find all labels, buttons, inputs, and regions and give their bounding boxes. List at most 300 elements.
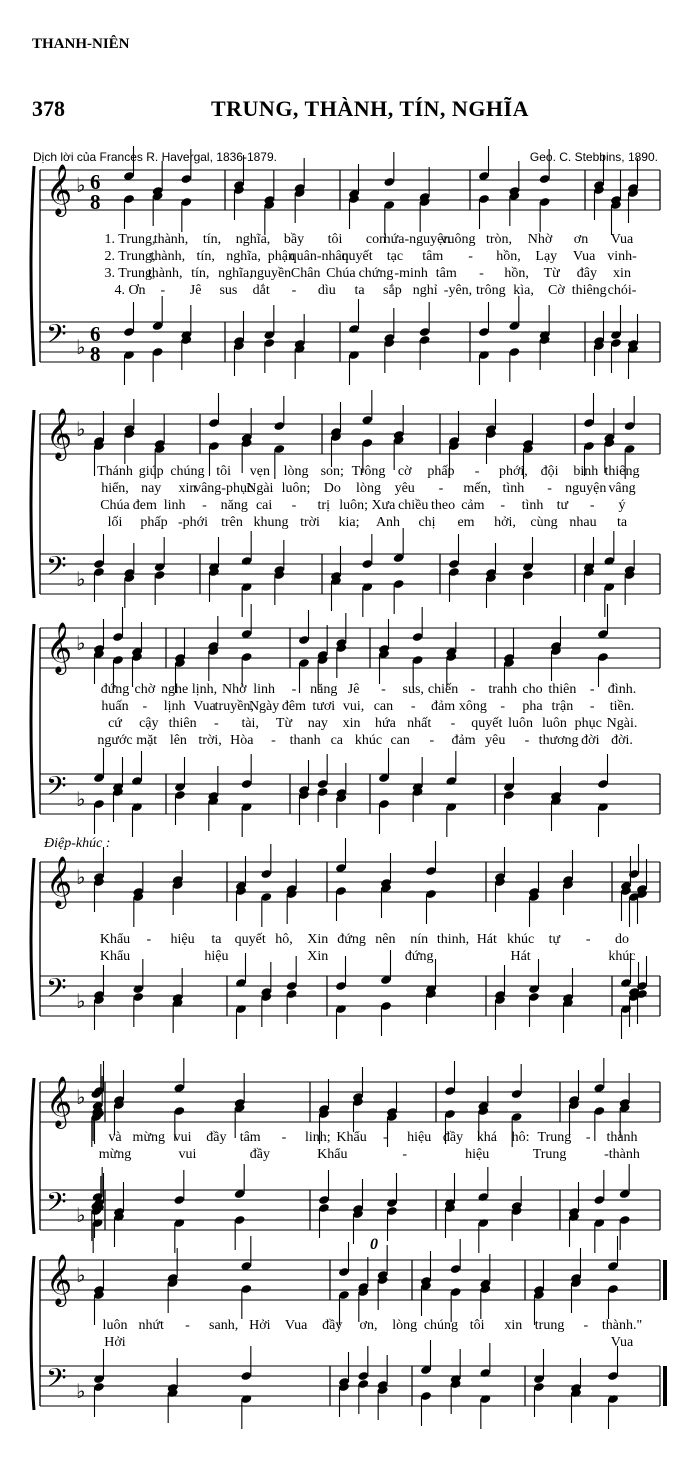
lyric-syllable: sus [219, 283, 238, 298]
lyric-syllable: vui, [342, 699, 365, 714]
tenor-note [450, 1349, 462, 1384]
lyric-syllable: kia; [338, 515, 360, 530]
lyric-syllable: tôi [469, 1318, 485, 1333]
lyric-syllable: -thành [604, 1147, 640, 1162]
lyric-syllable: Thánh [97, 464, 133, 479]
lyric-syllable: nên [375, 932, 396, 947]
lyric-syllable: chứng [358, 266, 394, 281]
final-barline [663, 1366, 667, 1406]
refrain-label: Điệp-khúc : [44, 836, 111, 851]
lyric-syllable: nguyện [565, 481, 607, 496]
lyric-syllable: - [291, 283, 297, 298]
lyric-syllable: truyền, [214, 699, 254, 714]
lyric-syllable: nghỉ [412, 283, 438, 298]
lyric-syllable: luôn [541, 716, 567, 731]
lyric-syllable: Khẩu [99, 932, 131, 947]
lyric-syllable: sanh, [209, 1318, 239, 1333]
soprano-note [420, 1251, 432, 1286]
lyric-syllable: mừng [132, 1130, 166, 1145]
lyric-syllable: giúp [138, 464, 164, 479]
lyric-syllable: hồn, [496, 249, 521, 264]
lyric-syllable: sus, [402, 682, 424, 697]
lyric-syllable: trời, [198, 733, 222, 748]
lyric-syllable: năng [220, 498, 248, 513]
lyric-syllable: Nhờ [527, 232, 553, 247]
lyric-syllable: trung [534, 1318, 565, 1333]
lyric-syllable: vui [178, 1147, 197, 1162]
lyric-syllable: hiệu [407, 1130, 432, 1145]
lyric-syllable: quyết [471, 716, 503, 731]
lyric-syllable: nay [141, 481, 162, 496]
lyric-syllable: trận [551, 699, 574, 714]
treble-clef-icon: 𝄞 [46, 1076, 73, 1127]
lyric-syllable: -yên, [443, 283, 473, 298]
lyric-syllable: Hòa [230, 733, 254, 748]
lyric-syllable: theo [430, 498, 456, 513]
lyric-syllable: tình [502, 481, 525, 496]
lyric-syllable: quyết [234, 932, 266, 947]
alto-note [377, 1275, 389, 1310]
time-signature-top: 6 [90, 322, 101, 346]
bass-clef-icon: 𝄢 [46, 1362, 67, 1400]
lyric-syllable: Xưa [371, 498, 396, 513]
lyric-syllable: em [457, 515, 475, 530]
lyric-syllable: xông [458, 699, 487, 714]
lyric-syllable: kìa, [513, 283, 534, 298]
lyric-syllable: Hởi [249, 1318, 271, 1333]
lyric-syllable: lòng [392, 1318, 418, 1333]
lyric-syllable: tôi [216, 464, 232, 479]
lyric-syllable: hởi, [494, 515, 516, 530]
lyric-syllable: nghĩa, [226, 249, 261, 264]
lyric-syllable: Hát [510, 949, 531, 964]
lyric-syllable: nguyền [249, 266, 292, 281]
lyric-syllable: Nhờ [222, 682, 247, 697]
lyric-syllable: ngước [97, 733, 133, 748]
lyric-syllable: và [108, 1130, 122, 1145]
lyric-syllable: thành [606, 1130, 638, 1145]
soprano-note [377, 1245, 389, 1280]
bass-clef-icon: 𝄢 [46, 318, 67, 356]
lyric-syllable: vui [173, 1130, 192, 1145]
lyric-syllable: Ngài [246, 481, 274, 496]
alto-note [420, 1281, 432, 1316]
alto-note [357, 1287, 369, 1322]
lyric-syllable: - [585, 1130, 591, 1145]
lyric-syllable: Trung [532, 1147, 567, 1162]
lyric-syllable: Chúa [100, 498, 130, 513]
lyric-syllable: - [291, 498, 297, 513]
lyric-syllable: đầy [206, 1130, 227, 1145]
lyric-syllable: tâm [422, 249, 444, 264]
lyric-syllable: cùng [530, 515, 558, 530]
lyric-syllable: luôn; [339, 498, 368, 513]
lyric-syllable: đây [576, 266, 597, 281]
soprano-note [533, 1260, 545, 1295]
lyric-syllable: 3. Trung, [104, 266, 156, 281]
lyric-syllable: luôn [508, 716, 534, 731]
soprano-note [607, 1236, 619, 1271]
lyric-syllable: Hởi [104, 1335, 126, 1350]
lyric-syllable: chiều [398, 498, 429, 513]
flat-key-signature-icon: ♭ [76, 1087, 86, 1109]
lyric-syllable: vẹn [249, 464, 270, 479]
bass-clef-icon: 𝄢 [46, 550, 67, 588]
lyric-syllable: lịnh [163, 699, 186, 714]
lyric-syllable: khúc [608, 949, 636, 964]
time-signature-top: 6 [90, 170, 101, 194]
tenor-note [533, 1349, 545, 1384]
bass-note [420, 1391, 432, 1426]
treble-clef-icon: 𝄞 [46, 1254, 73, 1305]
lyric-syllable: - [383, 1130, 388, 1145]
lyric-syllable: đứng [337, 932, 366, 947]
lyric-syllable: khá [476, 1130, 497, 1145]
tenor-note [377, 1355, 389, 1390]
lyric-syllable: - [589, 498, 595, 513]
lyric-syllable: tiền. [609, 699, 635, 714]
lyric-syllable: dắt [252, 283, 270, 298]
bass-note [338, 1382, 350, 1417]
lyric-syllable: Chân [290, 266, 321, 281]
flat-key-signature-icon: ♭ [76, 175, 86, 197]
lyric-line-2 [0, 1335, 700, 1353]
bass-note [607, 1394, 619, 1429]
lyric-syllable: binh [573, 464, 599, 479]
lyric-syllable: đem [132, 498, 157, 513]
lyric-syllable: Trông [351, 464, 386, 479]
lyric-syllable: lòng [356, 481, 381, 496]
bass-staff [40, 1366, 660, 1406]
lyric-syllable: thanh [289, 733, 321, 748]
lyric-syllable: chúng [170, 464, 205, 479]
lyric-syllable: đầy [322, 1318, 343, 1333]
lyric-syllable: thiêng [571, 283, 607, 298]
treble-staff [40, 1260, 660, 1300]
lyric-line-1 [0, 1318, 700, 1336]
lyric-syllable: - [500, 498, 506, 513]
lyric-syllable: đời. [611, 733, 633, 748]
lyric-syllable: hồn, [504, 266, 529, 281]
lyric-syllable: Anh [375, 515, 401, 530]
flat-key-signature-icon: ♭ [76, 1265, 86, 1287]
lyric-syllable: ta [354, 283, 365, 298]
lyric-syllable: - [381, 682, 386, 697]
lyric-syllable: khúc [354, 733, 383, 748]
bass-clef-icon: 𝄢 [46, 972, 67, 1010]
lyric-syllable: trời [300, 515, 320, 530]
lyric-syllable: cảm [461, 498, 485, 513]
lyric-syllable: chờ [134, 682, 156, 697]
lyric-syllable: phấp [427, 464, 455, 479]
bass-note [93, 1382, 105, 1417]
lyric-syllable: ca [330, 733, 344, 748]
lyric-syllable: linh [253, 682, 275, 697]
lyric-syllable: tình [521, 498, 544, 513]
lyric-syllable: tranh [488, 682, 518, 697]
lyric-syllable: - [146, 932, 152, 947]
lyric-syllable: vâng [608, 481, 636, 496]
lyric-syllable: đảm [451, 733, 476, 748]
lyric-syllable: hô, [275, 932, 293, 947]
lyric-syllable: linh; [304, 1130, 331, 1145]
lyric-syllable: phới, [498, 464, 528, 479]
lyric-syllable: pha [522, 699, 543, 714]
lyric-syllable: đêm [281, 699, 306, 714]
lyric-syllable: quyết [341, 249, 373, 264]
lyric-syllable: tín, [196, 249, 215, 264]
lyric-syllable: Hát [476, 932, 497, 947]
alto-note [240, 1284, 252, 1319]
lyric-syllable: tâm [239, 1130, 261, 1145]
lyric-syllable: can [390, 733, 410, 748]
lyric-syllable: thinh, [436, 932, 470, 947]
lyric-syllable: 2. Trung, [104, 249, 156, 264]
lyric-syllable: -phới [178, 515, 208, 530]
lyric-syllable: luôn [102, 1318, 128, 1333]
lyric-syllable: phận [267, 249, 295, 264]
lyric-syllable: linh [163, 498, 186, 513]
bass-note [570, 1388, 582, 1423]
lyric-syllable: nghĩa, [218, 266, 253, 281]
lyric-syllable: bầy [283, 232, 305, 247]
lyric-syllable: chị [418, 515, 436, 530]
alto-note [450, 1287, 462, 1322]
lyric-syllable: Lạy [535, 249, 558, 264]
lyric-syllable: -minh [394, 266, 428, 281]
lyric-syllable: khung [253, 515, 289, 530]
lyric-syllable: thành, [153, 232, 189, 247]
lyric-syllable: nghĩa, [235, 232, 271, 247]
bass-clef-icon: 𝄢 [46, 1186, 67, 1224]
lyric-syllable: tín, [191, 266, 210, 281]
lyric-syllable: - [402, 1147, 408, 1162]
lyric-syllable: - [583, 1318, 589, 1333]
lyric-syllable: tươi [312, 699, 336, 714]
lyric-syllable: lên [169, 733, 187, 748]
lyric-syllable: ý [618, 498, 626, 513]
lyric-syllable: - [500, 699, 506, 714]
flat-key-signature-icon: ♭ [76, 633, 86, 655]
lyric-syllable: - [589, 682, 595, 697]
lyric-syllable: huấn [101, 699, 129, 714]
lyric-syllable: đầy [442, 1130, 464, 1145]
lyric-syllable: nhứt [138, 1318, 164, 1333]
lyric-syllable: nghe [161, 682, 189, 697]
lyric-syllable: cứ [108, 716, 122, 731]
lyric-syllable: con [365, 232, 387, 247]
lyric-syllable: - [214, 716, 219, 731]
lyric-syllable: tâm [435, 266, 457, 281]
lyric-syllable: thương [538, 733, 579, 748]
lyric-syllable: nay [307, 716, 328, 731]
lyric-syllable: mừng [98, 1147, 132, 1162]
lyric-syllable: Vua [193, 699, 216, 714]
lyric-syllable: Trung [537, 1130, 572, 1145]
treble-clef-icon: 𝄞 [46, 622, 73, 673]
lyric-syllable: Jê [347, 682, 360, 697]
fermata-mark: 0 [370, 1236, 378, 1253]
lyric-syllable: - [202, 498, 207, 513]
lyric-syllable: - [160, 283, 166, 298]
lyric-syllable: Cờ [548, 283, 565, 298]
soprano-note [93, 1260, 105, 1295]
lyric-syllable: - [438, 481, 444, 496]
lyric-syllable: - [281, 1130, 287, 1145]
lyric-syllable: hứa [374, 716, 396, 731]
bass-clef-icon: 𝄢 [46, 770, 67, 808]
lyric-syllable: - [468, 249, 473, 264]
lyric-syllable: nín [410, 932, 429, 947]
treble-clef-icon: 𝄞 [46, 408, 73, 459]
lyricist-credit: Dịch lời của Frances R. Havergal, 1836-1879. [33, 150, 277, 164]
lyric-syllable: cậy [139, 716, 159, 731]
lyric-syllable: dìu [317, 283, 336, 298]
lyric-syllable: sắp [383, 283, 402, 298]
lyric-syllable: lối [107, 515, 123, 530]
time-signature-bottom: 8 [90, 342, 101, 366]
lyric-syllable: hiệu [465, 1147, 490, 1162]
lyric-syllable: - [185, 1318, 190, 1333]
lyric-syllable: cho [522, 682, 543, 697]
lyric-syllable: tôi [327, 232, 343, 247]
soprano-note [479, 1254, 491, 1289]
lyric-syllable: - [524, 733, 530, 748]
lyric-syllable: đội [540, 464, 559, 479]
lyric-syllable: 4. Ơn [114, 283, 146, 298]
time-signature-bottom: 8 [90, 190, 101, 214]
lyric-syllable: xin [613, 266, 631, 281]
lyric-syllable: xin [342, 716, 361, 731]
lyric-syllable: ơn [573, 232, 589, 247]
lyric-syllable: Do [323, 481, 341, 496]
lyric-syllable: ta [616, 515, 628, 530]
lyric-syllable: son; [320, 464, 344, 479]
lyric-syllable: Từ [543, 266, 560, 281]
lyric-syllable: tài, [241, 716, 259, 731]
bass-note [377, 1385, 389, 1420]
lyric-syllable: phục [574, 716, 602, 731]
section-label: THANH-NIÊN [32, 36, 130, 52]
alto-note [607, 1284, 619, 1319]
alto-note [167, 1278, 179, 1313]
lyric-syllable: chói- [607, 283, 637, 298]
lyric-syllable: Ngày [248, 699, 280, 714]
lyric-syllable: trị [317, 498, 330, 513]
lyric-syllable: - [450, 716, 456, 731]
lyric-syllable: tạc [386, 249, 404, 264]
lyric-syllable: trên [221, 515, 243, 530]
lyric-syllable: lịnh, [191, 682, 218, 697]
lyric-syllable: ơn, [359, 1318, 378, 1333]
lyric-syllable: đứng [100, 682, 130, 697]
lyric-syllable: Vua [572, 249, 596, 264]
treble-clef-icon: 𝄞 [46, 856, 73, 907]
soprano-note [240, 1236, 252, 1271]
lyric-syllable: Chúa [326, 266, 356, 281]
lyric-syllable: xin [178, 481, 197, 496]
lyric-syllable: chiến [427, 682, 459, 697]
lyric-syllable: xin [504, 1318, 523, 1333]
soprano-note [450, 1239, 462, 1274]
lyric-syllable: Vua [284, 1318, 308, 1333]
lyric-syllable: quân-nhân [289, 249, 349, 264]
lyric-syllable: lòng [283, 464, 309, 479]
lyric-syllable: thiên [548, 682, 577, 697]
lyric-syllable: hiệu [204, 949, 229, 964]
lyric-syllable: - [474, 464, 480, 479]
lyric-syllable: vinh- [607, 249, 637, 264]
lyric-syllable: nhau [569, 515, 597, 530]
lyric-syllable: Xin [307, 949, 329, 964]
lyric-syllable: thiêng [604, 464, 640, 479]
lyric-syllable: hứa-nguyện [383, 232, 451, 247]
lyric-syllable: đầy [249, 1147, 270, 1162]
bass-note [240, 1394, 252, 1429]
bass-note [479, 1394, 491, 1429]
lyric-syllable: Vua [610, 232, 634, 247]
lyric-syllable: - [410, 699, 416, 714]
lyric-syllable: - [585, 932, 591, 947]
lyric-syllable: Khẩu [99, 949, 131, 964]
lyric-syllable: đình. [607, 682, 637, 697]
composer-credit: Geo. C. Stebbins, 1890. [529, 150, 658, 164]
flat-key-signature-icon: ♭ [76, 1205, 86, 1227]
lyric-syllable: tự [548, 932, 561, 947]
lyric-syllable: - [271, 733, 276, 748]
lyric-syllable: can [373, 699, 394, 714]
lyric-syllable: Khẩu [317, 1147, 348, 1162]
lyric-syllable: Từ [275, 716, 293, 731]
lyric-syllable: thành, [150, 249, 186, 264]
lyric-syllable: cờ [397, 464, 412, 479]
lyric-syllable: hiển, [101, 481, 129, 496]
flat-key-signature-icon: ♭ [76, 419, 86, 441]
hymn-number: 378 [32, 96, 65, 121]
lyric-syllable: - [291, 682, 297, 697]
lyric-syllable: hô: [511, 1130, 530, 1145]
flat-key-signature-icon: ♭ [76, 991, 86, 1013]
flat-key-signature-icon: ♭ [76, 1381, 86, 1403]
soprano-note [357, 1257, 369, 1292]
flat-key-signature-icon: ♭ [76, 337, 86, 359]
lyric-syllable: thành, [147, 266, 183, 281]
lyric-syllable: đời [581, 733, 600, 748]
lyric-syllable: tín, [202, 232, 222, 247]
lyric-syllable: Ngài. [606, 716, 638, 731]
lyric-syllable: khúc [506, 932, 535, 947]
lyric-syllable: tư [556, 498, 569, 513]
tenor-note [93, 1349, 105, 1384]
flat-key-signature-icon: ♭ [76, 867, 86, 889]
lyric-syllable: vâng-phục [194, 481, 254, 496]
lyric-syllable: luôn; [281, 481, 311, 496]
final-barline [663, 1260, 667, 1300]
lyric-syllable: hiệu [170, 932, 195, 947]
soprano-note [167, 1248, 179, 1283]
lyric-syllable: - [429, 733, 435, 748]
lyric-syllable: Xin [307, 932, 329, 947]
lyric-syllable: do [615, 932, 629, 947]
alto-note [570, 1278, 582, 1313]
treble-clef-icon: 𝄞 [46, 164, 73, 215]
lyric-syllable: năng [310, 682, 338, 697]
lyric-syllable: - [547, 481, 552, 496]
lyric-syllable: mặt [136, 733, 158, 748]
hymn-title: TRUNG, THÀNH, TÍN, NGHĨA [210, 96, 529, 121]
lyric-syllable: thành." [601, 1318, 643, 1333]
lyric-syllable: yêu [394, 481, 415, 496]
